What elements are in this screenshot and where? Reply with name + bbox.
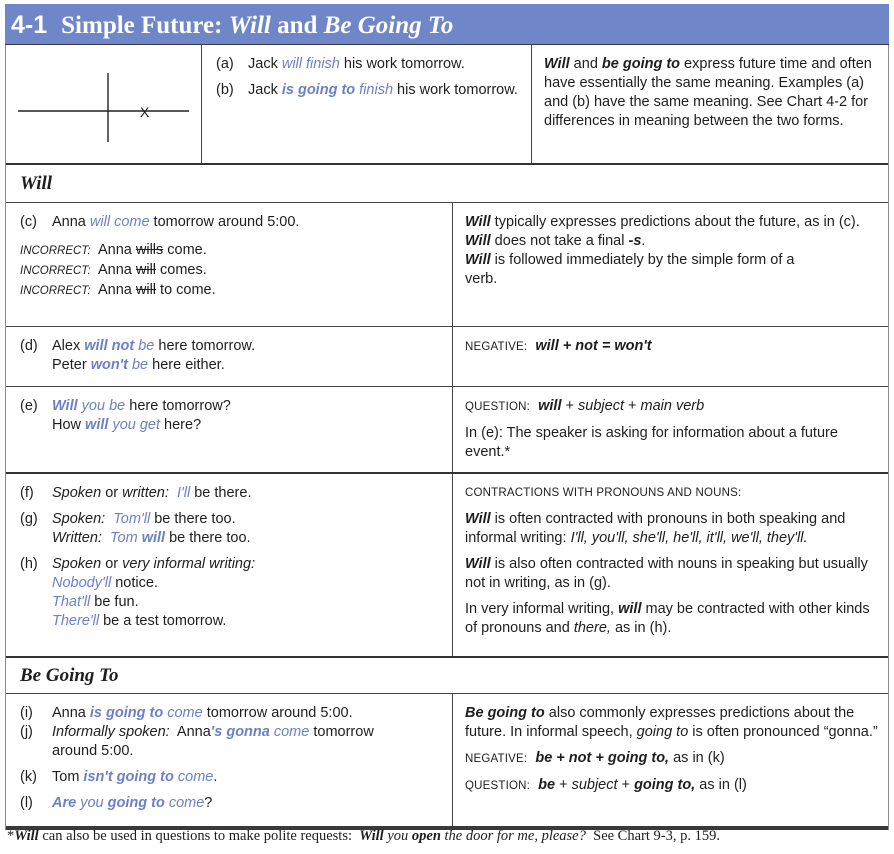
- incorrect-1: [20, 241, 444, 261]
- title-and: and: [270, 12, 324, 39]
- text: Anna: [97, 282, 136, 298]
- label: (c): [20, 214, 37, 230]
- text: .: [641, 233, 646, 249]
- example-text: [52, 555, 255, 631]
- row-c-examples: [6, 203, 453, 326]
- label: (e): [20, 398, 38, 414]
- text: be there too.: [150, 511, 236, 527]
- going-to-prediction: [465, 704, 878, 742]
- example-b: [216, 81, 523, 100]
- row-d: [6, 327, 888, 387]
- text: as in (h).: [610, 620, 672, 636]
- example-k: [20, 768, 444, 787]
- incorrect-label: INCORRECT:: [20, 245, 91, 257]
- row-c: [6, 203, 888, 327]
- text: Anna: [169, 724, 211, 740]
- row-ijkl-examples: [6, 694, 453, 826]
- example-text: [248, 81, 518, 100]
- text: as in (k): [669, 750, 725, 766]
- example-e: [20, 397, 444, 435]
- highlight: is going to: [89, 705, 164, 721]
- example-text: [52, 768, 217, 787]
- text: notice.: [111, 575, 158, 591]
- text: express future time and often have essentially the same meaning. Examples (a) and (b) have the same meaning. See Chart 4-2 for differences in meaning between the two forms.: [544, 56, 872, 129]
- row-fgh-explanation: [453, 474, 888, 656]
- question-label: QUESTION:: [465, 780, 531, 792]
- text: Jack: [248, 56, 282, 72]
- example-h: [20, 555, 444, 631]
- text: Informally spoken:: [52, 724, 170, 740]
- rule-2: [465, 232, 868, 251]
- section-heading-be-going-to: Be Going To: [6, 658, 888, 694]
- timeline-cell: [6, 45, 202, 163]
- term: Be going to: [465, 705, 545, 721]
- highlight: Tom: [110, 530, 138, 546]
- highlight: will finish: [281, 56, 340, 72]
- label: (j): [20, 724, 33, 740]
- text: written:: [122, 485, 169, 501]
- text: Written:: [52, 530, 102, 546]
- text: also commonly expresses predictions about the future. In informal speech,: [465, 705, 855, 740]
- highlight: will: [137, 530, 166, 546]
- chart-body: [5, 45, 889, 830]
- row-ijkl: [6, 694, 888, 830]
- row-d-explanation: [453, 327, 888, 386]
- text: is also often contracted with nouns in speaking but usually not in writing, as in (g).: [465, 556, 868, 591]
- highlight: will not: [84, 338, 135, 354]
- text: and: [569, 56, 602, 72]
- highlight: Tom'll: [113, 511, 151, 527]
- chart-number: 4-1: [11, 11, 48, 39]
- text: In very informal writing,: [465, 601, 619, 617]
- highlight: There'll: [52, 613, 100, 629]
- label: (l): [20, 795, 33, 811]
- highlight: That'll: [52, 594, 91, 610]
- label: (h): [20, 556, 38, 572]
- row-e-examples: [6, 387, 453, 472]
- highlight: going to: [107, 795, 165, 811]
- text: to come.: [156, 282, 216, 298]
- text: be there too.: [165, 530, 251, 546]
- text: Anna: [97, 242, 136, 258]
- label: (f): [20, 485, 34, 501]
- term: Will: [465, 511, 491, 527]
- row-fgh-examples: [6, 474, 453, 656]
- example-text: [52, 337, 255, 375]
- example-j: [20, 723, 444, 761]
- example-text: [52, 484, 251, 503]
- text: ?: [204, 795, 213, 811]
- row-fgh: [6, 474, 888, 658]
- text: +: [561, 398, 579, 414]
- footnote-marker: *: [7, 828, 15, 844]
- term: there,: [573, 620, 611, 636]
- text: is followed immediately by the simple form of a verb.: [465, 252, 795, 287]
- example-text: [52, 723, 422, 761]
- term: Will: [465, 233, 491, 249]
- term: Will: [544, 56, 570, 72]
- text: here?: [160, 417, 202, 433]
- label: (b): [216, 82, 234, 98]
- text: See Chart 9-3, p. 159.: [585, 828, 720, 844]
- example-text: [248, 55, 465, 74]
- text: here tomorrow?: [125, 398, 231, 414]
- struck-text: will: [135, 282, 157, 298]
- row-ijkl-explanation: [453, 694, 888, 826]
- text: Anna: [97, 262, 136, 278]
- text: typically expresses predictions about the future, as in (c).: [490, 214, 860, 230]
- text: Anna: [52, 705, 90, 721]
- label: (k): [20, 769, 37, 785]
- title-going: Be Going To: [323, 12, 454, 39]
- term: Will: [465, 556, 491, 572]
- text: tomorrow around 5:00.: [52, 724, 374, 759]
- highlight: won't: [90, 357, 128, 373]
- term: I'll, you'll, she'll, he'll, it'll, we'll, they'll.: [570, 530, 808, 546]
- text: or: [101, 485, 123, 501]
- highlight: you: [76, 795, 108, 811]
- contractions-heading: CONTRACTIONS WITH PRONOUNS AND NOUNS:: [465, 487, 742, 499]
- text: Jack: [248, 82, 282, 98]
- term: subject: [571, 777, 618, 793]
- term: be going to: [601, 56, 681, 72]
- text: very informal writing:: [122, 556, 256, 572]
- term: open: [411, 828, 441, 844]
- incorrect-label: INCORRECT:: [20, 265, 91, 277]
- example-g: [20, 510, 444, 548]
- text: Spoken:: [52, 511, 106, 527]
- text: or: [101, 556, 123, 572]
- incorrect-3: [20, 281, 444, 301]
- formula: be + not + going to,: [535, 750, 670, 766]
- timeline-diagram: [6, 45, 202, 163]
- footnote: [7, 828, 720, 845]
- term: be: [538, 777, 556, 793]
- text: Anna: [52, 214, 90, 230]
- text: is often pronounced “gonna.”: [688, 724, 878, 740]
- text: can also be used in questions to make polite requests:: [38, 828, 360, 844]
- row-e-explanation: [453, 387, 888, 472]
- highlight: isn't going to: [83, 769, 174, 785]
- example-c: [20, 213, 444, 232]
- negative-label: NEGATIVE:: [465, 753, 528, 765]
- text: Spoken: [52, 556, 102, 572]
- text: is often contracted with pronouns in both speaking and informal writing:: [465, 511, 846, 546]
- term: will: [618, 601, 642, 617]
- text: Alex: [52, 338, 85, 354]
- text: as in (l): [695, 777, 747, 793]
- example-text: [52, 510, 251, 548]
- contractions-informal: [465, 600, 882, 638]
- label: (d): [20, 338, 38, 354]
- term: going to: [636, 724, 689, 740]
- term: -s: [628, 233, 642, 249]
- title-prefix: Simple Future:: [61, 12, 229, 39]
- example-a: [216, 55, 523, 74]
- going-to-question: [465, 776, 878, 796]
- highlight: be: [127, 357, 149, 373]
- highlight: will come: [89, 214, 150, 230]
- text: may be contracted with other kinds of pronouns and: [465, 601, 870, 636]
- term: main verb: [640, 398, 705, 414]
- text: tomorrow around 5:00.: [149, 214, 300, 230]
- title-will: Will: [228, 12, 271, 39]
- row-e: [6, 387, 888, 474]
- highlight: finish: [355, 82, 394, 98]
- rule-1: [465, 213, 868, 232]
- highlight: will: [85, 417, 109, 433]
- text: Peter: [52, 357, 91, 373]
- highlight: I'll: [176, 485, 191, 501]
- intro-explanation: [532, 45, 888, 163]
- label: (i): [20, 705, 33, 721]
- example-text: [52, 794, 212, 813]
- label: (g): [20, 511, 38, 527]
- question-label: QUESTION:: [465, 401, 531, 413]
- row-d-examples: [6, 327, 453, 386]
- text: Tom: [52, 769, 84, 785]
- text: come.: [163, 242, 207, 258]
- text: +: [617, 777, 635, 793]
- struck-text: wills: [135, 242, 164, 258]
- grammar-chart: [5, 4, 889, 830]
- intro-row: [6, 45, 888, 165]
- incorrect-2: [20, 261, 444, 281]
- question-formula: [465, 397, 858, 417]
- highlight: Nobody'll: [52, 575, 112, 591]
- contractions-pronouns: [465, 510, 882, 548]
- negative-label: NEGATIVE:: [465, 341, 528, 353]
- text: be there.: [190, 485, 252, 501]
- highlight: be: [134, 338, 155, 354]
- text: How: [52, 417, 86, 433]
- text: you: [383, 828, 412, 844]
- example-text: [52, 704, 353, 723]
- intro-examples: [202, 45, 532, 163]
- highlight: you get: [108, 417, 161, 433]
- example-text: [52, 213, 299, 232]
- highlight: come: [164, 795, 205, 811]
- question-note: In (e): The speaker is asking for information about a future event.*: [465, 425, 838, 460]
- text: tomorrow around 5:00.: [202, 705, 353, 721]
- text: .: [213, 769, 218, 785]
- term: Will: [465, 214, 491, 230]
- highlight: is going to: [281, 82, 356, 98]
- text: the door for me, please?: [440, 828, 586, 844]
- highlight: Are: [52, 795, 77, 811]
- section-heading-will: Will: [6, 165, 888, 203]
- text: be a test tomorrow.: [99, 613, 227, 629]
- text: here tomorrow.: [154, 338, 256, 354]
- timeline-future-mark: X: [140, 104, 150, 120]
- example-l: [20, 794, 444, 813]
- highlight: you be: [77, 398, 126, 414]
- example-f: [20, 484, 444, 503]
- term: Will: [359, 828, 384, 844]
- term: Will: [14, 828, 39, 844]
- text: +: [555, 777, 572, 793]
- rule-3: [465, 251, 825, 289]
- formula: will + not = won't: [535, 338, 652, 354]
- highlight: 's gonna: [210, 724, 270, 740]
- highlight: come: [163, 705, 203, 721]
- term: will: [538, 398, 562, 414]
- example-d: [20, 337, 444, 375]
- text: does not take a final: [490, 233, 629, 249]
- struck-text: will: [135, 262, 157, 278]
- highlight: come: [173, 769, 214, 785]
- term: subject: [578, 398, 624, 414]
- chart-title: [5, 4, 889, 45]
- text: Spoken: [52, 485, 102, 501]
- term: going to,: [634, 777, 696, 793]
- text: +: [623, 398, 641, 414]
- contractions-nouns: [465, 555, 882, 593]
- label: (a): [216, 56, 234, 72]
- term: Will: [465, 252, 491, 268]
- row-c-explanation: [453, 203, 888, 326]
- example-text: [52, 397, 231, 435]
- text: his work tomorrow.: [393, 82, 518, 98]
- text: be fun.: [90, 594, 139, 610]
- text: here either.: [148, 357, 225, 373]
- highlight: come: [269, 724, 310, 740]
- example-i: [20, 704, 444, 723]
- text: comes.: [156, 262, 207, 278]
- text: his work tomorrow.: [339, 56, 465, 72]
- incorrect-label: INCORRECT:: [20, 285, 91, 297]
- going-to-negative: [465, 749, 878, 769]
- highlight: Will: [52, 398, 78, 414]
